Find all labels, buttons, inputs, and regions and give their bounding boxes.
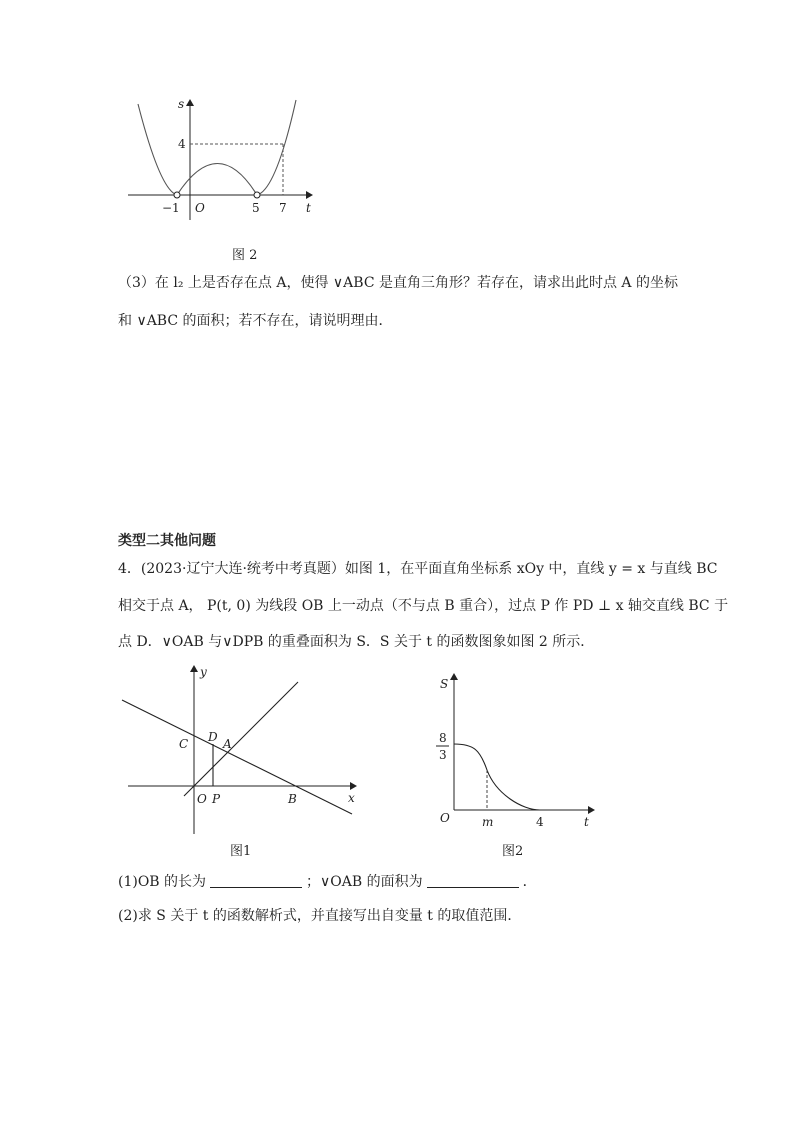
fig2-tick-m: m: [482, 815, 494, 829]
axis-x-label: t: [306, 201, 311, 215]
q1-part-c: ．: [522, 874, 537, 890]
fig2-y-label: S: [440, 677, 449, 691]
point-o-label: O: [197, 792, 207, 806]
curve-right: [257, 100, 296, 195]
fig2-x-label: t: [584, 815, 589, 829]
q1-part-b: ；∨OAB 的面积为: [306, 874, 423, 890]
tick-x-neg1: −1: [162, 201, 180, 215]
fig2-origin-label: O: [440, 811, 450, 825]
problem4-line1: 4．(2023·辽宁大连·统考中考真题）如图 1，在平面直角坐标系 xOy 中，直线 y = x 与直线 BC: [118, 561, 718, 577]
curve-left: [138, 104, 177, 195]
fig2-caption: 图2: [502, 844, 524, 859]
fig2-y-num: 8: [439, 731, 447, 745]
point-b-label: B: [288, 792, 297, 806]
tick-x-7: 7: [279, 201, 287, 215]
fig2-curve: [454, 744, 540, 810]
line-bc: [122, 700, 352, 814]
curve-middle: [177, 164, 257, 196]
origin-label: O: [195, 201, 205, 215]
fig2-tick-4: 4: [536, 815, 544, 829]
open-point-right: [254, 192, 260, 198]
answer-blank-ob[interactable]: [210, 873, 302, 888]
figure-top-caption: 图 2: [232, 248, 258, 263]
figure-2: [430, 670, 600, 835]
point-p-label: P: [212, 792, 221, 806]
fig1-y-label: y: [200, 665, 207, 679]
fig1-x-label: x: [348, 791, 355, 805]
answer-blank-area[interactable]: [427, 873, 519, 888]
point-c-label: C: [179, 737, 189, 751]
tick-x-5: 5: [252, 201, 260, 215]
part3-line2: 和 ∨ABC 的面积；若不存在，请说明理由．: [118, 313, 393, 329]
section-title: 类型二其他问题: [118, 533, 216, 549]
point-a-label: A: [223, 737, 232, 751]
problem4-line2: 相交于点 A， P(t, 0) 为线段 OB 上一动点（不与点 B 重合），过点 P 作 PD ⊥ x 轴交直线 BC 于: [118, 598, 729, 614]
fig1-caption: 图1: [230, 844, 252, 859]
figure-1: [118, 662, 368, 840]
part3-line1: （3）在 l₂ 上是否存在点 A，使得 ∨ABC 是直角三角形？若存在，请求出此时点 A 的坐标: [118, 275, 678, 291]
question-2: (2)求 S 关于 t 的函数解析式，并直接写出自变量 t 的取值范围．: [118, 908, 522, 924]
figure-top-graph: [118, 92, 328, 232]
question-1: [118, 872, 537, 892]
axis-y-label: s: [178, 97, 185, 111]
q1-part-a: (1)OB 的长为: [118, 874, 207, 890]
open-point-left: [174, 192, 180, 198]
problem4-line3: 点 D．∨OAB 与∨DPB 的重叠面积为 S．S 关于 t 的函数图象如图 2 所示．: [118, 634, 595, 650]
tick-y-4: 4: [178, 137, 186, 151]
point-d-label: D: [208, 730, 218, 744]
fig2-y-den: 3: [439, 748, 447, 762]
